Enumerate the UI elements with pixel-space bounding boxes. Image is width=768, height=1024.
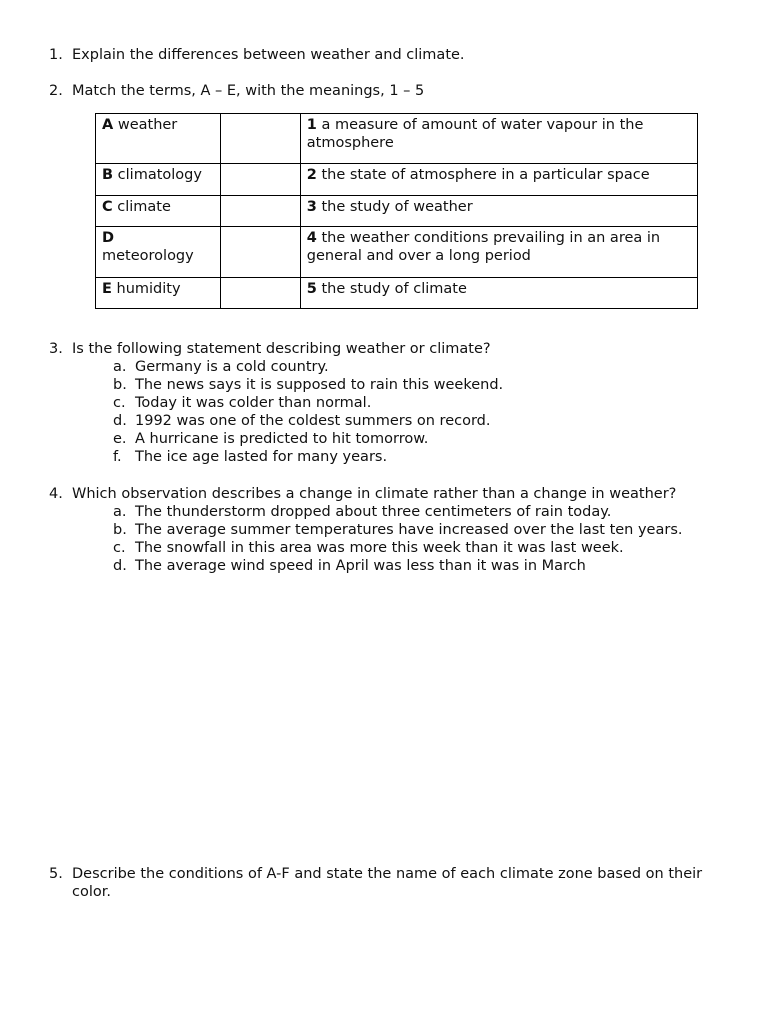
- meaning-number: 2: [306, 167, 317, 183]
- term-cell: [96, 227, 221, 278]
- observation-list: [113, 503, 749, 575]
- answer-cell[interactable]: [220, 196, 300, 227]
- item-text: The ice age lasted for many years.: [135, 449, 388, 465]
- term-letter: A: [102, 117, 114, 133]
- question-number: 2.: [49, 83, 63, 99]
- meaning-number: 1: [306, 117, 317, 133]
- question-2: [49, 82, 729, 100]
- term-cell: [96, 196, 221, 227]
- answer-cell[interactable]: [220, 164, 300, 196]
- term-text: weather: [117, 117, 178, 133]
- meaning-number: 4: [306, 230, 317, 246]
- question-number: 5.: [49, 866, 63, 882]
- question-1: [49, 46, 729, 64]
- item-text: The snowfall in this area was more this week than it was last week.: [135, 540, 624, 556]
- question-number: 4.: [49, 486, 63, 502]
- term-cell: [96, 278, 221, 309]
- list-item: [113, 412, 739, 430]
- question-number: 1.: [49, 47, 63, 63]
- item-text: The news says it is supposed to rain this weekend.: [135, 377, 504, 393]
- meaning-number: 3: [306, 199, 317, 215]
- list-item: [113, 521, 749, 539]
- meaning-cell: [300, 114, 697, 164]
- meaning-cell: [300, 196, 697, 227]
- answer-cell[interactable]: [220, 278, 300, 309]
- item-text: The thunderstorm dropped about three centimeters of rain today.: [135, 504, 612, 520]
- list-item: [113, 430, 739, 448]
- item-letter: f.: [113, 449, 122, 465]
- question-text: Explain the differences between weather and climate.: [72, 47, 465, 63]
- meaning-cell: [300, 278, 697, 309]
- term-text: climate: [117, 199, 171, 215]
- term-text: meteorology: [102, 248, 194, 264]
- meaning-text: a measure of amount of water vapour in the atmosphere: [306, 117, 644, 151]
- question-3: [49, 340, 739, 466]
- item-text: Germany is a cold country.: [135, 359, 329, 375]
- item-letter: d.: [113, 413, 127, 429]
- meaning-text: the weather conditions prevailing in an area in general and over a long period: [306, 230, 661, 264]
- item-letter: e.: [113, 431, 127, 447]
- list-item: [113, 358, 739, 376]
- answer-cell[interactable]: [220, 114, 300, 164]
- term-text: humidity: [116, 281, 181, 297]
- question-text: Describe the conditions of A-F and state the name of each climate zone based on their color.: [72, 866, 703, 900]
- question-text: Which observation describes a change in climate rather than a change in weather?: [72, 486, 677, 502]
- item-letter: b.: [113, 522, 127, 538]
- table-row: [96, 278, 698, 309]
- item-text: Today it was colder than normal.: [135, 395, 372, 411]
- list-item: [113, 376, 739, 394]
- item-text: 1992 was one of the coldest summers on record.: [135, 413, 491, 429]
- term-cell: [96, 114, 221, 164]
- question-4: [49, 485, 749, 575]
- question-text: Is the following statement describing weather or climate?: [72, 341, 491, 357]
- list-item: [113, 448, 739, 466]
- term-cell: [96, 164, 221, 196]
- table-row: [96, 114, 698, 164]
- item-text: The average summer temperatures have increased over the last ten years.: [135, 522, 683, 538]
- meaning-text: the study of weather: [321, 199, 473, 215]
- table-row: [96, 164, 698, 196]
- item-letter: c.: [113, 540, 126, 556]
- matching-table: [95, 113, 698, 309]
- question-text: Match the terms, A – E, with the meanings, 1 – 5: [72, 83, 425, 99]
- term-letter: E: [102, 281, 112, 297]
- item-text: The average wind speed in April was less than it was in March: [135, 558, 586, 574]
- meaning-cell: [300, 164, 697, 196]
- meaning-cell: [300, 227, 697, 278]
- item-letter: a.: [113, 359, 127, 375]
- item-letter: c.: [113, 395, 126, 411]
- question-5: [49, 865, 709, 901]
- term-letter: C: [102, 199, 113, 215]
- table-row: [96, 227, 698, 278]
- term-letter: D: [102, 230, 115, 246]
- list-item: [113, 503, 749, 521]
- item-letter: b.: [113, 377, 127, 393]
- question-number: 3.: [49, 341, 63, 357]
- item-text: A hurricane is predicted to hit tomorrow.: [135, 431, 429, 447]
- meaning-text: the state of atmosphere in a particular space: [321, 167, 650, 183]
- item-letter: d.: [113, 558, 127, 574]
- list-item: [113, 394, 739, 412]
- list-item: [113, 539, 749, 557]
- item-letter: a.: [113, 504, 127, 520]
- term-text: climatology: [117, 167, 202, 183]
- term-letter: B: [102, 167, 114, 183]
- meaning-text: the study of climate: [321, 281, 467, 297]
- meaning-number: 5: [306, 281, 317, 297]
- list-item: [113, 557, 749, 575]
- statement-list: [113, 358, 739, 466]
- table-row: [96, 196, 698, 227]
- answer-cell[interactable]: [220, 227, 300, 278]
